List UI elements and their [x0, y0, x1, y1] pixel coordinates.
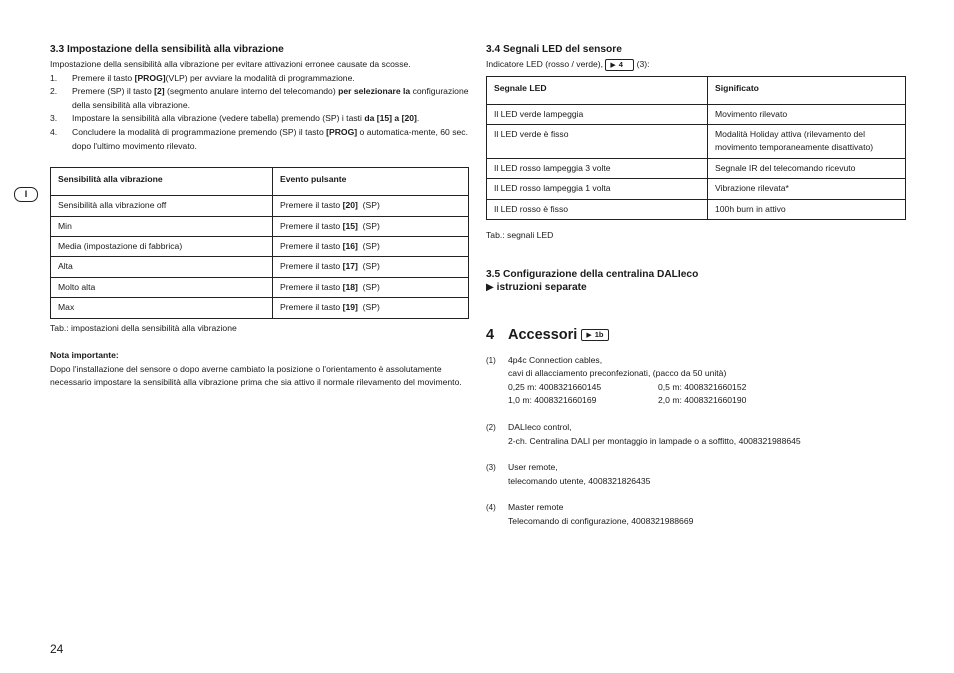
section-4-heading: 4 Accessori ▶ 1b [486, 326, 906, 344]
section-3-3-heading: 3.3 Impostazione della sensibilità alla vibrazione [50, 44, 284, 55]
table-row: Sensibilità alla vibrazione off Premere il tasto [20] (SP) [51, 196, 469, 216]
step-item: 1. Premere il tasto [PROG](VLP) per avviare la modalità di programmazione. [50, 72, 355, 83]
section-3-5-subline: ▶ istruzioni separate [486, 281, 587, 293]
section-3-4-intro: Indicatore LED (rosso / verde), ▶ 4 (3): [486, 59, 650, 69]
table-row: Max Premere il tasto [19] (SP) [51, 298, 469, 318]
table-row: Alta Premere il tasto [17] (SP) [51, 257, 469, 277]
table-header: Evento pulsante [273, 168, 469, 196]
table-caption: Tab.: segnali LED [486, 230, 554, 241]
list-item: (3) User remote, telecomando utente, 4008321826435 [486, 462, 651, 486]
accessories-list [486, 354, 906, 529]
table-row: Media (impostazione di fabbrica) Premere il tasto [16] (SP) [51, 236, 469, 256]
language-badge: I [14, 187, 38, 202]
left-column [50, 43, 469, 390]
table-header: Segnale LED [487, 76, 708, 104]
play-triangle-icon: ▶ [610, 62, 616, 69]
table-header-row [487, 76, 906, 104]
step-item: 3. Impostare la sensibilità alla vibrazione (vedere tabella) premendo (SP) i tasti da [15] a [20]. [50, 113, 420, 124]
section-3-5-heading: 3.5 Configurazione della centralina DALIeco [486, 268, 699, 280]
list-item: (4) Master remote Telecomando di configurazione, 4008321988669 [486, 502, 694, 526]
section-3-4-heading: 3.4 Segnali LED del sensore [486, 44, 622, 55]
play-triangle-icon: ▶ [586, 331, 592, 339]
list-item: (1) 4p4c Connection cables, cavi di allacciamento preconfezionati, (pacco da 50 unità) 0,25 m: 4008321660145 0,5 m: 4008321660152 1,0 m: 4008321660169 2,0 m: 4008321660190 [486, 354, 747, 406]
table-row: Molto alta Premere il tasto [18] (SP) [51, 277, 469, 297]
programming-steps [50, 72, 469, 154]
table-header: Sensibilità alla vibrazione [51, 168, 273, 196]
note-text: Dopo l'installazione del sensore o dopo averne cambiato la posizione o l'orientamento è assolutamente necessario impostare la sensibilità alla vibrazione prima che sia attivo il normale rilevamento del movimento. [50, 363, 462, 388]
step-item: 2. Premere (SP) il tasto [2] (segmento anulare interno del telecomando) per selezionare la configurazione della sensibilità alla vibrazione. [50, 86, 469, 110]
table-row: Min Premere il tasto [15] (SP) [51, 216, 469, 236]
table-row: Il LED verde lampeggia Movimento rilevato [487, 104, 906, 124]
figure-reference: ▶ 4 [605, 59, 634, 71]
table-header-row [51, 168, 469, 196]
section-3-3-intro: Impostazione della sensibilità alla vibrazione per evitare attivazioni erronee causate da scosse. [50, 59, 411, 69]
step-item: 4. Concludere la modalità di programmazione premendo (SP) il tasto [PROG] o automatica-mente, 60 sec. dopo l'ultimo movimento rilevato. [50, 126, 468, 151]
table-row: Il LED rosso lampeggia 1 volta Vibrazione rilevata* [487, 179, 906, 199]
right-column [486, 43, 906, 542]
note-heading: Nota importante: [50, 350, 119, 361]
led-signals-table [486, 76, 906, 220]
page-number: 24 [50, 642, 64, 656]
table-caption: Tab.: impostazioni della sensibilità alla vibrazione [50, 322, 237, 333]
table-row: Il LED verde è fisso Modalità Holiday attiva (rilevamento del movimento temporaneamente disattivato) [487, 125, 906, 159]
table-row: Il LED rosso è fisso 100h burn in attivo [487, 199, 906, 219]
figure-reference: ▶ 1b [581, 329, 608, 341]
list-item: (2) DALIeco control, 2-ch. Centralina DALI per montaggio in lampade o a soffitto, 4008321988645 [486, 422, 801, 446]
table-row: Il LED rosso lampeggia 3 volte Segnale IR del telecomando ricevuto [487, 158, 906, 178]
table-header: Significato [708, 76, 906, 104]
vibration-sensitivity-table [50, 167, 469, 318]
